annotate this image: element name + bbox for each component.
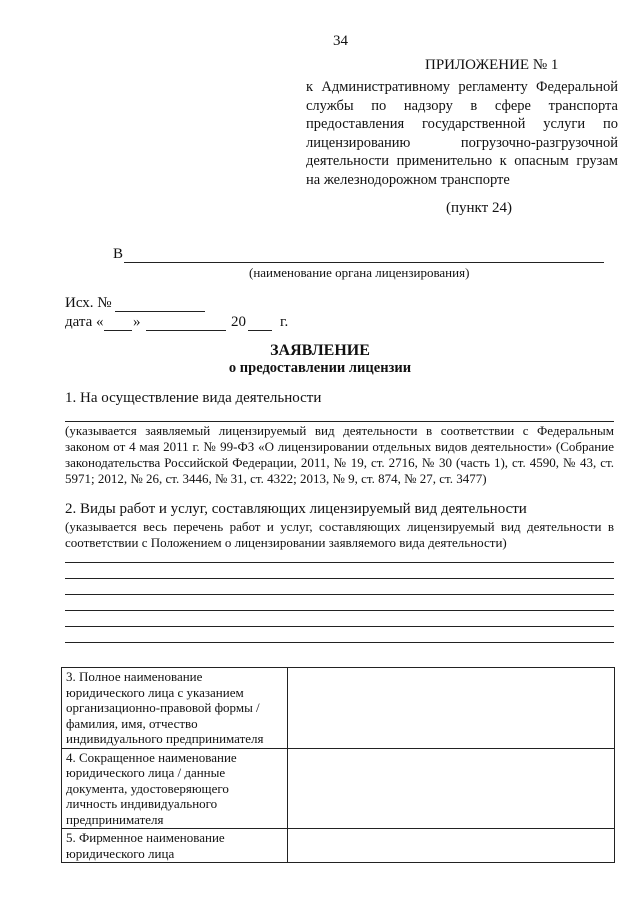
- section2-field-line[interactable]: [65, 562, 614, 563]
- appendix-text: к Административному регламенту Федеральной службы по надзору в сфере транспорта предоставления государственной услуги по лицензированию погрузочно-разгрузочной деятельности применительно к опасным грузам на железнодорожном транспорте: [306, 79, 618, 188]
- table-cell-label: 3. Полное наименование юридического лица с указанием организационно-правовой формы / фамилия, имя, отчество индивидуального предпринимателя: [62, 668, 288, 749]
- table-row: [62, 748, 615, 829]
- date-day-field-line[interactable]: [104, 330, 132, 331]
- section2-note: (указывается весь перечень работ и услуг, составляющих лицензируемый вид деятельности в соответствии с Положением о лицензировании заявляемого вида деятельности): [65, 519, 614, 550]
- table-row: [62, 829, 615, 863]
- section2-field-line[interactable]: [65, 626, 614, 627]
- page-number: 34: [333, 33, 348, 49]
- date-year-suffix: г.: [280, 314, 289, 330]
- date-year-field-line[interactable]: [248, 330, 272, 331]
- date-year-prefix: 20: [231, 314, 246, 330]
- date-quote-close: »: [133, 314, 141, 330]
- date-month-field-line[interactable]: [146, 330, 226, 331]
- table-cell-label: 5. Фирменное наименование юридического лица: [62, 829, 288, 863]
- table-cell-value[interactable]: [288, 829, 615, 863]
- appendix-title: ПРИЛОЖЕНИЕ № 1: [425, 57, 559, 73]
- section2-field-line[interactable]: [65, 610, 614, 611]
- outgoing-number-field-line[interactable]: [115, 311, 205, 312]
- date-label: дата «: [65, 314, 104, 330]
- addressee-field-line[interactable]: [124, 262, 604, 263]
- section1-note: (указывается заявляемый лицензируемый вид деятельности в соответствии с Федеральным законом от 4 мая 2011 г. № 99-ФЗ «О лицензировании отдельных видов деятельности» (Собрание законодательства Российской Федерации, 2011, № 19, ст. 2716, № 30 (часть 1), ст. 4590, № 43, ст. 5971; 2012, № 26, ст. 3446, № 31, ст. 4322; 2013, № 9, ст. 874, № 27, ст. 3477): [65, 423, 614, 486]
- document-subtitle: о предоставлении лицензии: [228, 360, 412, 376]
- document-title: ЗАЯВЛЕНИЕ: [270, 342, 370, 359]
- section2-field-line[interactable]: [65, 642, 614, 643]
- appendix-point: (пункт 24): [446, 200, 512, 216]
- table-cell-value[interactable]: [288, 668, 615, 749]
- section2-heading: 2. Виды работ и услуг, составляющих лицензируемый вид деятельности: [65, 501, 527, 517]
- section2-field-line[interactable]: [65, 578, 614, 579]
- applicant-table: [61, 667, 615, 863]
- section2-field-line[interactable]: [65, 594, 614, 595]
- addressee-caption: (наименование органа лицензирования): [249, 265, 470, 280]
- section1-heading: 1. На осуществление вида деятельности: [65, 390, 322, 406]
- addressee-label: В: [113, 246, 124, 262]
- table-row: [62, 668, 615, 749]
- section1-field-line[interactable]: [65, 421, 614, 422]
- table-cell-label: 4. Сокращенное наименование юридического лица / данные документа, удостоверяющего личность индивидуального предпринимателя: [62, 748, 288, 829]
- table-cell-value[interactable]: [288, 748, 615, 829]
- outgoing-number-label: Исх. №: [65, 295, 112, 311]
